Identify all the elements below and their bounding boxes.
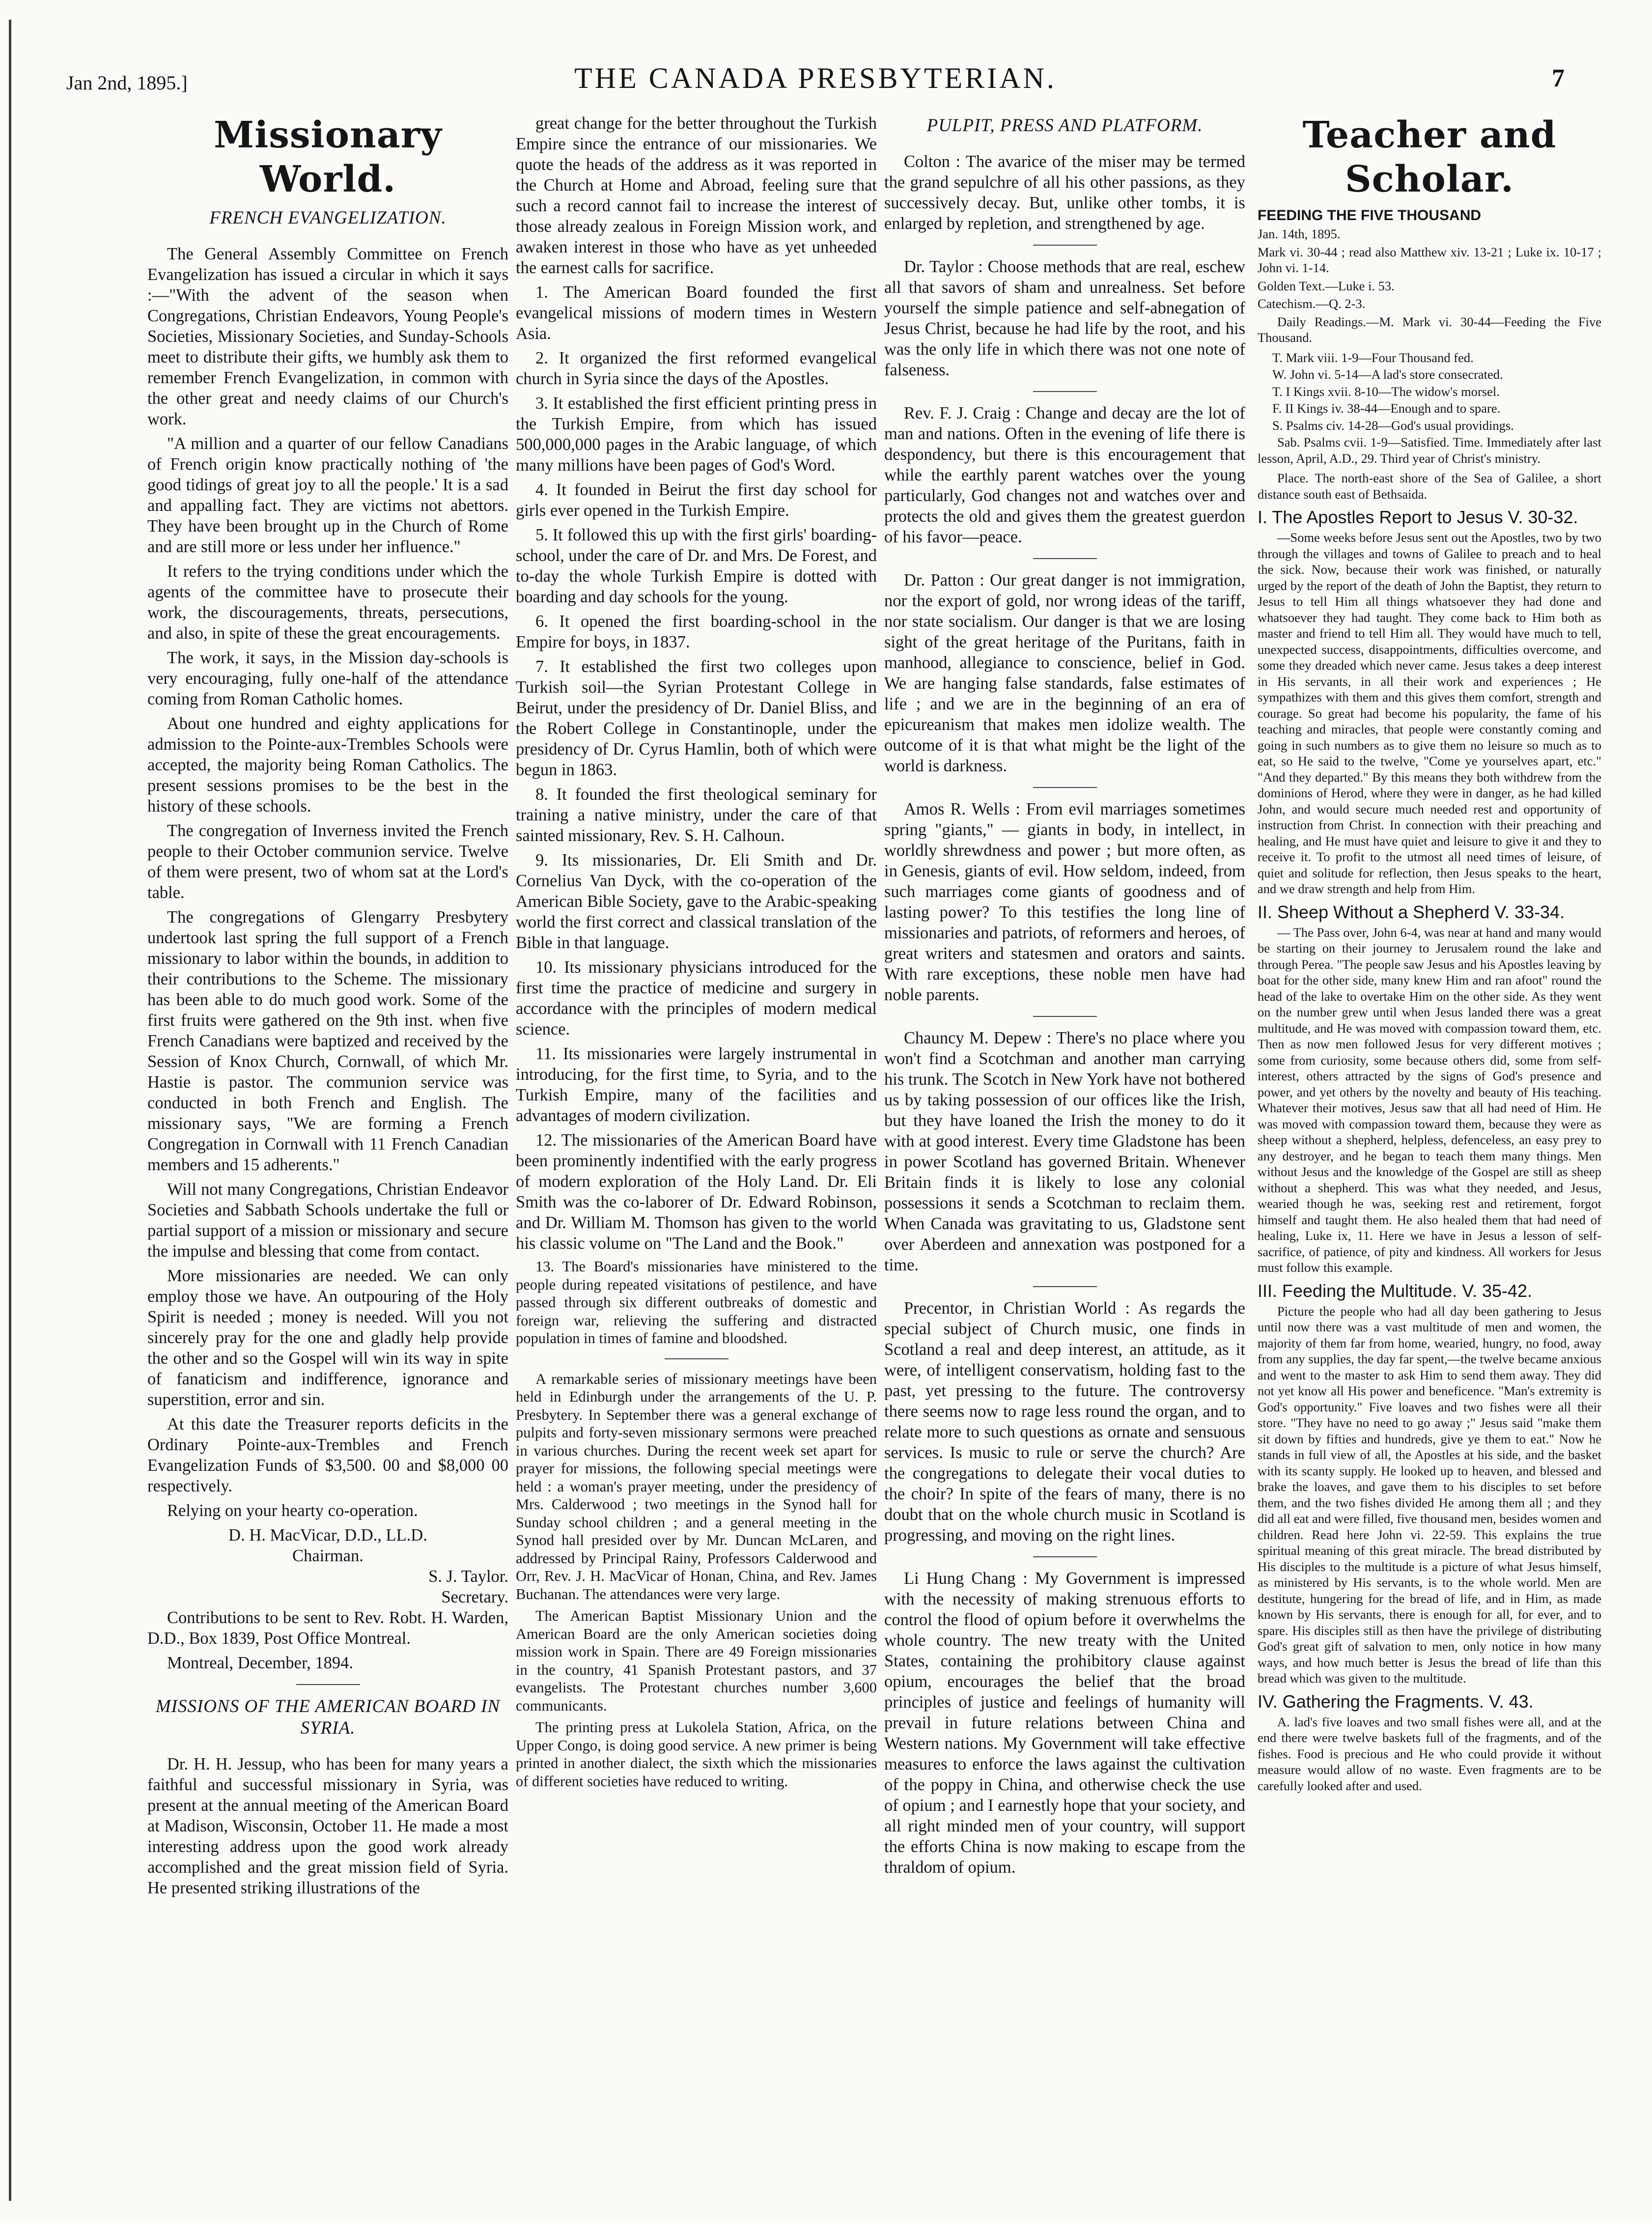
- reading-item: F. II Kings iv. 38-44—Enough and to spare.: [1272, 401, 1501, 416]
- catechism: Catechism.—Q. 2-3.: [1258, 296, 1366, 311]
- quote-paragraph: Colton : The avarice of the miser may be termed the grand sepulchre of all his other passions, as they successively decay. But, unlike other tombs, it is enlarged by repletion, and strengthened by age.: [884, 152, 1245, 233]
- golden-text: Golden Text.—Luke i. 53.: [1258, 278, 1395, 293]
- column-1: [147, 113, 508, 2201]
- section-divider: [1033, 787, 1097, 788]
- section-divider: [1033, 391, 1097, 392]
- signature-line: D. H. MacVicar, D.D., LL.D.: [228, 1526, 427, 1545]
- reading-item: T. I Kings xvii. 8-10—The widow's morsel.: [1272, 384, 1500, 399]
- list-item: 1. The American Board founded the first evangelical missions of modern times in Western Asia.: [516, 283, 877, 343]
- signature-line: Chairman.: [292, 1546, 364, 1565]
- article-paragraph: About one hundred and eighty applications for admission to the Pointe-aux-Trembles Schools were accepted, the majority being Roman Catholics. The present sessions promises to be the best in the history of these schools.: [147, 714, 508, 815]
- signature-line: S. J. Taylor.: [428, 1567, 508, 1586]
- quote-paragraph: Dr. Patton : Our great danger is not immigration, nor the export of gold, nor wrong ideas of the tariff, nor state socialism. Our danger is that we are losing sight of the great heritage of the Puritans, faith in manhood, allegiance to conscience, belief in God. We are hanging false standards, false estimates of life ; and we are in the beginning of an era of epicureanism that makes men idolize wealth. The outcome of it is that what might be the light of the world is darkness.: [884, 571, 1245, 775]
- article-paragraph: The congregations of Glengarry Presbytery undertook last spring the full support of a French missionary to labor within the bounds, in addition to their contributions to the Scheme. The missionary has been able to do much good work. Some of the first fruits were gathered on the 9th inst. when five French Canadians were baptized and received by the Session of Knox Church, Cornwall, of which Mr. Hastie is pastor. The communion service was conducted in both French and English. The missionary says, "We are forming a French Congregation in Cornwall with 11 French Canadian members and 15 adherents.": [147, 908, 508, 1174]
- article-paragraph: Contributions to be sent to Rev. Robt. H. Warden, D.D., Box 1839, Post Office Montreal.: [147, 1608, 508, 1648]
- quote-paragraph: Precentor, in Christian World : As regards the special subject of Church music, one finds in Scotland a real and deep interest, an attitude, as it were, of intelligent conservatism, holding fast to the past, yet pressing to the future. The controversy there seems now to rage less round the organ, and to relate more to such questions as ornate and sensuous services. Is music to rule or serve the church? Are the congregations to delegate their vocal duties to the choir? In spite of the fears of many, there is no doubt that on the whole church music in Scotland is progressing, and moving on the right lines.: [884, 1299, 1245, 1545]
- article-paragraph: More missionaries are needed. We can only employ those we have. An outpouring of the Holy Spirit is needed ; money is needed. Will you not sincerely pray for the one and gladly help provide the other and so the Gospel will win its way in spite of fanaticism and indifference, ignorance and superstition, error and sin.: [147, 1266, 508, 1409]
- list-item: 5. It followed this up with the first girls' boarding-school, under the care of Dr. and Mrs. De Forest, and to-day the whole Turkish Empire is dotted with boarding and day schools for the young.: [516, 526, 877, 606]
- list-item: 6. It opened the first boarding-school in the Empire for boys, in 1837.: [516, 612, 877, 651]
- list-item: 13. The Board's missionaries have ministered to the people during repeated visitations of pestilence, and have passed through six different outbreaks of domestic and foreign war, relieving the suffering and distracted population in times of famine and bloodshed.: [516, 1258, 877, 1347]
- article-paragraph: Montreal, December, 1894.: [167, 1654, 353, 1672]
- american-board-syria-title: MISSIONS OF THE AMERICAN BOARD IN SYRIA.: [155, 1696, 501, 1738]
- article-paragraph: The General Assembly Committee on French Evangelization has issued a circular in which it says :—"With the advent of the season when Congregations, Christian Endeavors, Young People's Societies, Missionary Societies, and Sunday-Schools meet to distribute their gifts, we humbly ask them to remember French Evangelization, in common with the other great and needy claims of our Church's work.: [147, 245, 508, 428]
- list-item: 7. It established the first two colleges upon Turkish soil—the Syrian Protestant College in Beirut, under the presidency of Dr. Daniel Bliss, and the Robert College in Constantinople, under the presidency of Dr. Cyrus Hamlin, both of which were begun in 1863.: [516, 657, 877, 779]
- lesson-paragraph: — The Pass over, John 6-4, was near at hand and many would be starting on their journey to Jerusalem round the lake and through Perea. "The people saw Jesus and his Apostles leaving by boat for the other side, many knew Him and ran afoot" round the head of the lake to overtake Him on the other side. As they went on the number grew until when Jesus landed there was a great multitude, and He was moved with compassion toward them, etc. Then as now men followed Jesus for very different motives ; some from curiosity, some because others did, some from self-interest, others attracted by the signs of God's presence and power, and yet others by the novelty and beauty of His teaching. Whatever their motives, Jesus saw that all had need of Him. He was moved with compassion toward them, because they were as sheep without a shepherd, helpless, defenceless, an easy prey to any destroyer, and he began to teach them many things. Men without Jesus and the knowledge of the Gospel are still as sheep without a shepherd. This was what they needed, and Jesus, wearied though he was, seeking rest and retirement, forgot himself and taught them. He also healed them that had need of healing, Luke ix, 11. Here we have in Jesus a lesson of self-sacrifice, of patience, of pity and kindness. All workers for Jesus must follow this example.: [1258, 925, 1601, 1275]
- lesson-subheading: IV. Gathering the Fragments. V. 43.: [1258, 1691, 1534, 1712]
- newspaper-title: THE CANADA PRESBYTERIAN.: [574, 62, 1057, 94]
- article-paragraph: great change for the better throughout the Turkish Empire since the entrance of our missionaries. We quote the heads of the address as it was reported in the Church at Home and Abroad, feeling sure that such a record cannot fail to increase the interest of those already zealous in Foreign Mission work, and awaken interest in those who have as yet unheeded the earnest calls for sacrifice.: [516, 114, 877, 277]
- teacher-scholar-heading: Teacher and Scholar.: [1302, 114, 1557, 200]
- quote-paragraph: Rev. F. J. Craig : Change and decay are the lot of man and nations. Often in the evening of life there is despondency, but there is this encouragement that while the earthly parent watches over the young particularly, God changes not and watches over and protects the old and gives them the greatest guerdon of his favor—peace.: [884, 404, 1245, 546]
- article-paragraph: A remarkable series of missionary meetings have been held in Edinburgh under the arrangements of the U. P. Presbytery. In September there was a general exchange of pulpits and forty-seven missionary sermons were preached in various churches. During the recent week set apart for prayer for missions, the following special meetings were held : a woman's prayer meeting, under the presidency of Mrs. Calderwood ; two meetings in the Synod hall for Sunday school children ; and a general meeting in the Synod hall presided over by Mr. Duncan McLaren, and addressed by Principal Rainy, Professors Calderwood and Orr, Rev. J. H. MacVicar of Honan, China, and Rev. James Buchanan. The attendances were very large.: [516, 1370, 877, 1602]
- article-paragraph: Will not many Congregations, Christian Endeavor Societies and Sabbath Schools undertake the full or partial support of a mission or missionary and secure the impulse and blessing that come from contact.: [147, 1180, 508, 1261]
- column-4: [1258, 113, 1601, 2201]
- column-2: [516, 113, 877, 2201]
- article-paragraph: It refers to the trying conditions under which the agents of the committee have to prosecute their work, the discouragements, threats, persecutions, and also, in spite of these the great encouragements.: [147, 562, 508, 643]
- section-divider: [1033, 1556, 1097, 1557]
- list-item: 11. Its missionaries were largely instrumental in introducing, for the first time, to Syria, and to the Turkish Empire, many of the facilities and advantages of modern civilization.: [516, 1044, 877, 1125]
- missionary-world-heading: Missionary World.: [214, 114, 442, 200]
- lesson-time: Sab. Psalms cvii. 1-9—Satisfied. Time. Immediately after last lesson, April, A.D., 29. Third year of Christ's ministry.: [1258, 435, 1601, 466]
- reading-item: T. Mark viii. 1-9—Four Thousand fed.: [1272, 350, 1474, 365]
- page-header: [66, 61, 1565, 106]
- article-paragraph: The printing press at Lukolela Station, Africa, on the Upper Congo, is doing good service. A new primer is being printed in another dialect, the sixth which the missionaries of different societies have reduced to writing.: [516, 1719, 877, 1790]
- lesson-title: FEEDING THE FIVE THOUSAND: [1258, 207, 1482, 224]
- page-spine-rule: [9, 20, 11, 2201]
- reading-item: W. John vi. 5-14—A lad's store consecrated.: [1272, 367, 1503, 382]
- section-divider: [1033, 1016, 1097, 1017]
- article-paragraph: Dr. H. H. Jessup, who has been for many years a faithful and successful missionary in Syria, was present at the annual meeting of the American Board at Madison, Wisconsin, October 11. He made a most interesting address upon the good work already accomplished and the great mission field of Syria. He presented striking illustrations of the: [147, 1755, 508, 1897]
- article-paragraph: At this date the Treasurer reports deficits in the Ordinary Pointe-aux-Trembles and French Evangelization Funds of $3,500. 00 and $8,000 00 respectively.: [147, 1415, 508, 1495]
- lesson-place: Place. The north-east shore of the Sea of Galilee, a short distance south east of Bethsaida.: [1258, 471, 1601, 502]
- lesson-paragraph: —Some weeks before Jesus sent out the Apostles, two by two through the villages and towns of Galilee to preach and to heal the sick. Now, because their work was finished, or naturally urged by the report of the death of John the Baptist, they return to Jesus to tell Him all things whatsoever they had done and whatsoever they had taught. They come back to Him both as master and friend to tell Him all. They would have much to tell, unexpected success, disappointments, difficulties overcome, and some they dreaded which never came. Jesus takes a deep interest in His servants, in all their work and experiences ; He sympathizes with them and this gives them comfort, strength and courage. So great had become his popularity, the fame of his teaching and miracles, that people were constantly coming and going in such numbers as to give them no leisure so much as to eat, so He said to the twelve, "Come ye yourselves apart, etc." "And they departed." By this means they both withdrew from the dominions of Herod, where they were in danger, as he had killed John, and would secure much needed rest and opportunity of instruction from Christ. In connection with their preaching and healing, and He must have quiet and leisure to give it and they to receive it. To profit to the utmost all need times of leisure, of quiet and solitude for reflection, then Jesus speaks to the heart, and we draw strength and help from Him.: [1258, 530, 1601, 896]
- article-paragraph: The congregation of Inverness invited the French people to their October communion service. Twelve of them were present, two of whom sat at the Lord's table.: [147, 821, 508, 902]
- list-item: 4. It founded in Beirut the first day school for girls ever opened in the Turkish Empire.: [516, 480, 877, 520]
- lesson-subheading: III. Feeding the Multitude. V. 35-42.: [1258, 1280, 1533, 1301]
- quote-paragraph: Li Hung Chang : My Government is impressed with the necessity of making strenuous efforts to control the flood of opium before it overwhelms the whole country. The new treaty with the United States, containing the prohibitory clause against opium, encourages the belief that the broad principles of justice and feelings of humanity will prevail in future relations between China and Western nations. My Government will take effective measures to enforce the laws against the cultivation of the poppy in China, and otherwise check the use of opium ; and I earnestly hope that your society, and all right minded men of your country, will support the efforts China is now making to escape from the thraldom of opium.: [884, 1569, 1245, 1877]
- quote-paragraph: Amos R. Wells : From evil marriages sometimes spring "giants," — giants in body, in intellect, in worldly shrewdness and power ; but more often, as in Genesis, giants of evil. How seldom, indeed, from such marriages come giants of goodness and of lasting power? To this testifies the long line of missionaries and patriots, of reformers and heroes, of great writers and statesmen and orators and saints. With rare exceptions, these noble men have had noble parents.: [884, 800, 1245, 1004]
- article-paragraph: The work, it says, in the Mission day-schools is very encouraging, fully one-half of the attendance coming from Roman Catholic homes.: [147, 648, 508, 708]
- section-divider: [665, 1358, 728, 1359]
- lesson-paragraph: A. lad's five loaves and two small fishes were all, and at the end there were twelve baskets full of the fragments, and of the fishes. Food is precious and He who could provide it without measure would allow of no waste. Even fragments are to be carefully looked after and used.: [1258, 1714, 1601, 1793]
- reading-item: S. Psalms civ. 14-28—God's usual providings.: [1272, 418, 1514, 433]
- pulpit-press-platform-title: PULPIT, PRESS AND PLATFORM.: [926, 115, 1203, 136]
- section-divider: [296, 1684, 360, 1685]
- section-divider: [1033, 558, 1097, 559]
- signature-line: Secretary.: [441, 1588, 508, 1606]
- list-item: 9. Its missionaries, Dr. Eli Smith and Dr. Cornelius Van Dyck, with the co-operation of the American Bible Society, gave to the Arabic-speaking world the first correct and classical translation of the Bible in that language.: [516, 851, 877, 952]
- list-item: 12. The missionaries of the American Board have been prominently indentified with the early progress of modern exploration of the Holy Land. Dr. Eli Smith was the co-laborer of Dr. Edward Robinson, and Dr. William M. Thomson has given to the world his classic volume on "The Land and the Book.": [516, 1131, 877, 1253]
- article-paragraph: "A million and a quarter of our fellow Canadians of French origin know practically nothing of 'the good tidings of great joy to all the people.' It is a sad and appalling fact. They are victims not abettors. They have been brought up in the Church of Rome and are still more or less under her influence.": [147, 434, 508, 556]
- lesson-paragraph: Picture the people who had all day been gathering to Jesus until now there was a vast multitude of men and women, the majority of them far from home, wearied, hungry, no food, away from any supplies, the day far spent,—the twelve became anxious and went to the master to ask Him to send them away. They did not yet know all His power and beneficence. "Man's extremity is God's opportunity." Five loaves and two fishes were all their store. "They have no need to go away ;" Jesus said "make them sit down by fifties and hundreds, give ye them to eat." Now he stands in full view of all, the Apostles at his side, and the basket with its scanty supply. He looked up to heaven, and blessed and brake the loaves, and gave them to his disciples to set before them, and the two fishes divided He among them all ; and they did all eat and were filled, five thousand men, besides women and children. Read here John vi. 22-59. This explains the true spiritual meaning of this great miracle. The bread distributed by His disciples to the multitude is a picture of what Jesus himself, as ministered by His servants, is to the whole world. Men are destitute, hungering for the bread of life, and in Him, as made known by His servants, there is enough for all, for ever, and to spare. His disciples still as then have the privilege of distributing God's great gift of salvation to men, only notice in how many ways, and how much better is Jesus the bread of life than this bread which was given to the multitude.: [1258, 1303, 1601, 1686]
- lesson-subheading: I. The Apostles Report to Jesus V. 30-32.: [1258, 507, 1578, 527]
- daily-readings-intro: Daily Readings.—M. Mark vi. 30-44—Feeding the Five Thousand.: [1258, 314, 1601, 345]
- lesson-date: Jan. 14th, 1895.: [1258, 226, 1341, 241]
- quote-paragraph: Chauncy M. Depew : There's no place where you won't find a Scotchman and another man carrying his trunk. The Scotch in New York have not bothered us by taking possession of our offices like the Irish, but they have loaned the Irish the money to do it with at good interest. Every time Gladstone has been in power Scotland has governed Britain. Whenever Britain finds it is likely to lose any colonial possessions it sends a Scotchman to reclaim them. When Canada was gravitating to us, Gladstone sent over Aberdeen and annexation was postponed for a time.: [884, 1029, 1245, 1274]
- article-paragraph: The American Baptist Missionary Union and the American Board are the only American societies doing mission work in Spain. There are 49 Foreign missionaries in the country, 41 Spanish Protestant pastors, and 37 evangelists. The Protestant churches number 3,600 communicants.: [516, 1607, 877, 1714]
- article-paragraph: Relying on your hearty co-operation.: [167, 1501, 418, 1520]
- list-item: 8. It founded the first theological seminary for training a native ministry, under the care of that sainted missionary, Rev. S. H. Calhoun.: [516, 785, 877, 845]
- quote-paragraph: Dr. Taylor : Choose methods that are real, eschew all that savors of sham and unrealness. Set before yourself the simple patience and self-abnegation of Jesus Christ, because he had life by the root, and his was the only life in which there was not one note of falseness.: [884, 257, 1245, 379]
- section-divider: [1033, 245, 1097, 246]
- daily-readings-list: [1258, 350, 1601, 434]
- list-item: 10. Its missionary physicians introduced for the first time the practice of medicine and surgery in accordance with the principles of modern medical science.: [516, 958, 877, 1039]
- list-item: 3. It established the first efficient printing press in the Turkish Empire, from which has issued 500,000,000 pages in the Arabic language, of which many millions have been pages of God's Word.: [516, 394, 877, 475]
- lesson-passage: Mark vi. 30-44 ; read also Matthew xiv. 13-21 ; Luke ix. 10-17 ; John vi. 1-14.: [1258, 244, 1601, 275]
- section-divider: [1033, 1286, 1097, 1287]
- list-item: 2. It organized the first reformed evangelical church in Syria since the days of the Apostles.: [516, 349, 877, 388]
- page-number: 7: [1552, 64, 1565, 92]
- french-evangelization-title: FRENCH EVANGELIZATION.: [209, 208, 447, 228]
- column-3: [884, 113, 1245, 2201]
- lesson-subheading: II. Sheep Without a Shepherd V. 33-34.: [1258, 901, 1565, 922]
- issue-date: Jan 2nd, 1895.]: [66, 72, 188, 94]
